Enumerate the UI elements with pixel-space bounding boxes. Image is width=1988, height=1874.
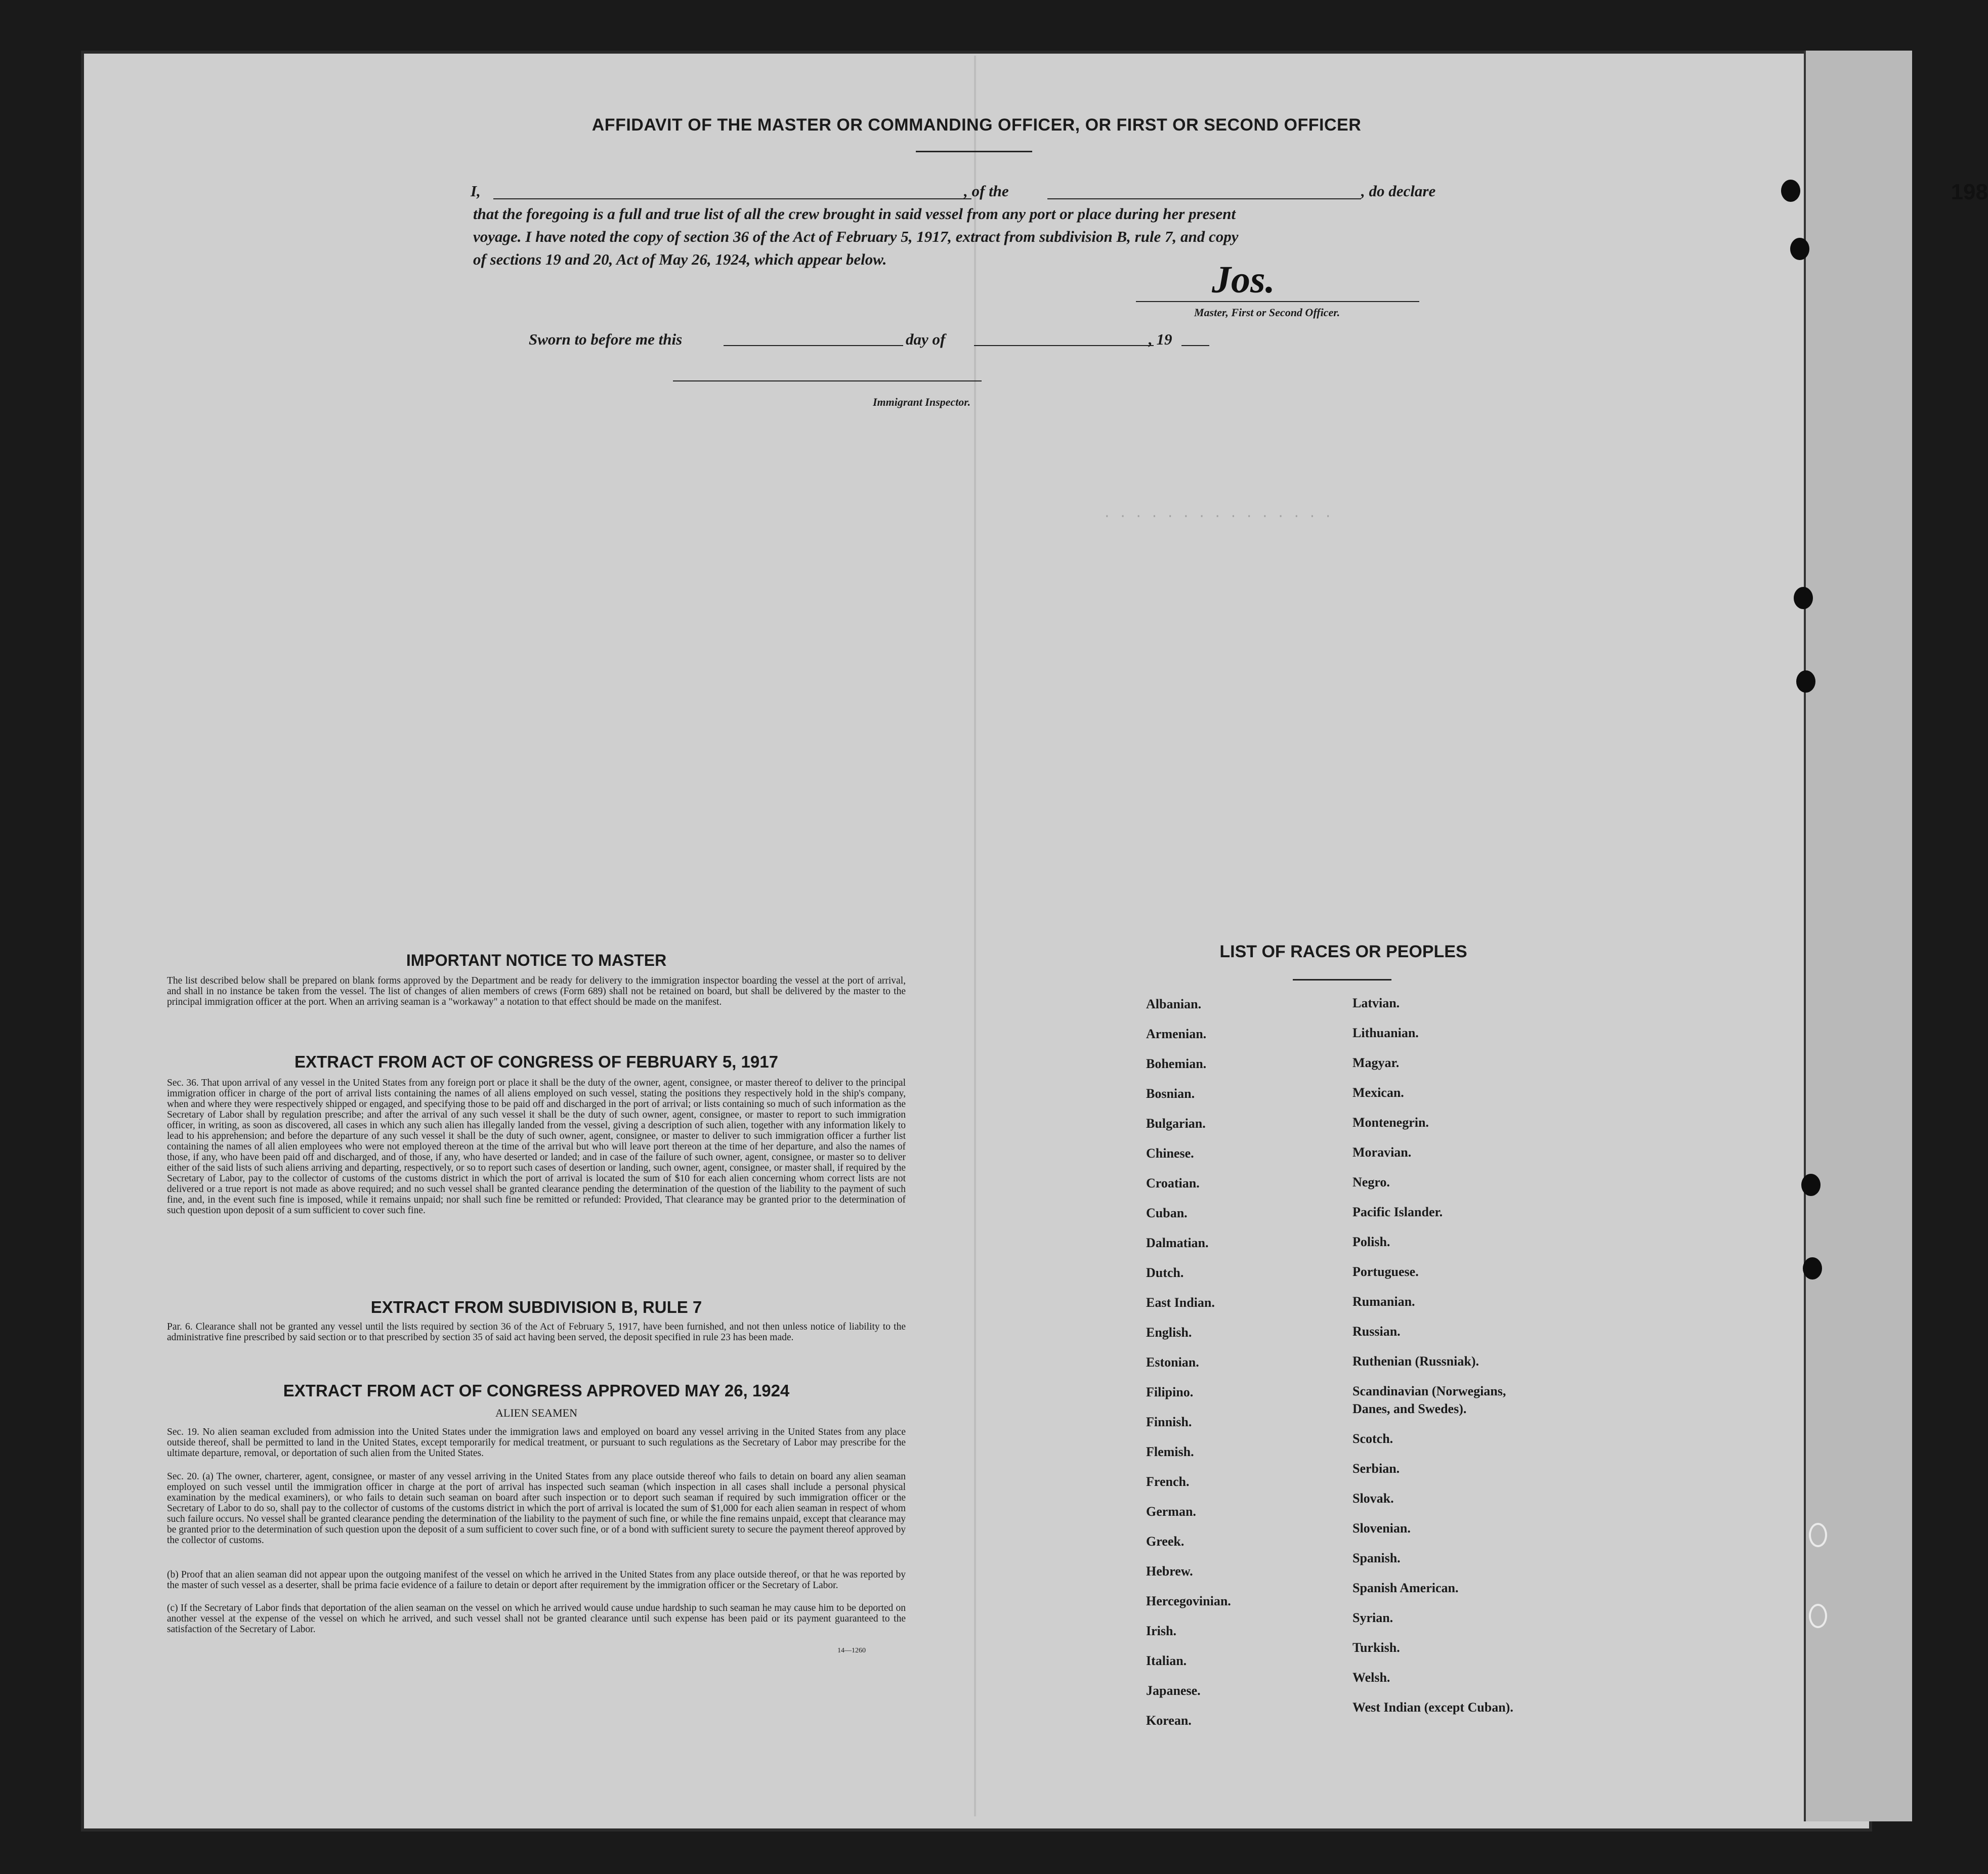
sec19-body: Sec. 19. No alien seaman excluded from admission into the United States under the immigration laws and employed on board any vessel arriving in the United States from any place outside thereof, shall be permitted to land in the United States, except temporarily for medical treatment, or pursuant to such regulations as the Secretary of Labor may prescribe for the ultimate departure, removal, or deportation of such alien from the United States. xyxy=(167,1427,906,1459)
races-left-column xyxy=(1146,997,1231,1743)
center-fold xyxy=(974,56,976,1816)
race-entry: Portuguese. xyxy=(1352,1264,1419,1279)
race-entry: Greek. xyxy=(1146,1534,1185,1549)
race-entry: Latvian. xyxy=(1352,996,1400,1010)
alien-seamen-subtitle: ALIEN SEAMEN xyxy=(495,1407,577,1419)
races-title: LIST OF RACES OR PEOPLES xyxy=(1219,942,1467,961)
race-entry: Welsh. xyxy=(1352,1670,1390,1685)
underlying-page-edge xyxy=(1804,51,1988,1821)
bleed-through-text: . . . . . . . . . . . . . . . xyxy=(1103,506,1332,521)
punch-hole xyxy=(1803,1257,1822,1280)
race-entry: Japanese. xyxy=(1146,1683,1201,1698)
punch-hole xyxy=(1790,238,1809,260)
race-entry: Dalmatian. xyxy=(1146,1236,1209,1250)
signature-caption: Master, First or Second Officer. xyxy=(1194,306,1340,319)
race-entry: Chinese. xyxy=(1146,1146,1194,1161)
race-entry: Scotch. xyxy=(1352,1431,1393,1446)
year-label: , 19 xyxy=(1149,330,1172,348)
race-entry: Moravian. xyxy=(1352,1145,1412,1160)
page-edge-number: 198 xyxy=(1951,180,1988,204)
race-entry: Korean. xyxy=(1146,1713,1192,1728)
race-entry: French. xyxy=(1146,1474,1190,1489)
notice-body: The list described below shall be prepared on blank forms approved by the Department and be ready for delivery to the immigration inspector boarding the vessel at the port of arrival, and shall in no instance be taken from the vessel. The list of changes of alien members of crews (Form 689) shall not be retained on board, but shall be delivered by the master to the principal immigration officer at the port. When an arriving seaman is a "workaway" a notation to that effect should be made on the manifest. xyxy=(167,975,906,1007)
affidavit-line-4: of sections 19 and 20, Act of May 26, 1924, which appear below. xyxy=(473,250,887,268)
race-entry: Russian. xyxy=(1352,1324,1401,1339)
notice-title: IMPORTANT NOTICE TO MASTER xyxy=(406,951,667,969)
races-title-rule xyxy=(1293,979,1391,981)
race-entry: Danes, and Swedes). xyxy=(1352,1401,1467,1416)
punch-hole xyxy=(1809,1523,1827,1547)
vessel-name-field[interactable] xyxy=(1047,198,1361,199)
form-number: 14—1260 xyxy=(837,1647,866,1654)
race-entry: Rumanian. xyxy=(1352,1294,1415,1309)
declarant-name-field[interactable] xyxy=(493,198,971,199)
rule7-body: Par. 6. Clearance shall not be granted any vessel until the lists required by section 36 of the Act of February 5, 1917, have been furnished, and not then unless notice of liability to the administrative fine prescribed by said section or to that prescribed by section 35 of said act having been served, the deposit specified in rule 23 has been made. xyxy=(167,1322,906,1343)
race-entry: Italian. xyxy=(1146,1653,1187,1668)
race-entry: Finnish. xyxy=(1146,1415,1192,1429)
affidavit-line-3: voyage. I have noted the copy of section 36 of the Act of February 5, 1917, extract from subdivision B, rule 7, and copy xyxy=(473,228,1239,245)
race-entry: Flemish. xyxy=(1146,1444,1194,1459)
extract-1924-title: EXTRACT FROM ACT OF CONGRESS APPROVED MAY 26, 1924 xyxy=(283,1381,790,1400)
sworn-month-field[interactable] xyxy=(974,345,1154,346)
punch-hole xyxy=(1794,587,1813,609)
race-entry: Dutch. xyxy=(1146,1265,1184,1280)
race-entry: Hebrew. xyxy=(1146,1564,1193,1579)
officer-signature: Jos. xyxy=(1212,259,1275,301)
race-entry: Cuban. xyxy=(1146,1206,1188,1220)
extract-1917-title: EXTRACT FROM ACT OF CONGRESS OF FEBRUARY 5, 1917 xyxy=(294,1052,778,1071)
races-right-column xyxy=(1352,996,1513,1730)
race-entry: Albanian. xyxy=(1146,997,1202,1011)
race-entry: Slovak. xyxy=(1352,1491,1394,1506)
race-entry: Turkish. xyxy=(1352,1640,1400,1655)
sworn-label: Sworn to before me this xyxy=(529,330,683,348)
race-entry: Spanish. xyxy=(1352,1551,1401,1565)
race-entry: Armenian. xyxy=(1146,1027,1207,1041)
race-entry: Serbian. xyxy=(1352,1461,1400,1476)
punch-hole xyxy=(1781,180,1800,202)
affidavit-line-2: that the foregoing is a full and true list of all the crew brought in said vessel from any port or place during her present xyxy=(473,205,1236,223)
race-entry: Scandinavian (Norwegians, xyxy=(1352,1384,1506,1398)
vessel-label: , of the xyxy=(964,182,1009,200)
race-entry: Filipino. xyxy=(1146,1385,1194,1399)
inspector-signature-line[interactable] xyxy=(673,380,982,381)
document-page xyxy=(81,51,1872,1832)
day-of-label: day of xyxy=(906,330,946,348)
declarant-label: I, xyxy=(471,182,481,200)
race-entry: Slovenian. xyxy=(1352,1521,1411,1536)
race-entry: Pacific Islander. xyxy=(1352,1205,1443,1219)
punch-hole xyxy=(1801,1174,1821,1196)
race-entry: Estonian. xyxy=(1146,1355,1199,1370)
race-entry: Irish. xyxy=(1146,1624,1176,1638)
race-entry: West Indian (except Cuban). xyxy=(1352,1700,1513,1715)
race-entry: Bulgarian. xyxy=(1146,1116,1206,1131)
punch-hole xyxy=(1796,670,1815,693)
sec20c-body: (c) If the Secretary of Labor finds that deportation of the alien seaman on the vessel on which he arrived would cause undue hardship to such seaman he may cause him to be deported on another vessel at the expense of the vessel on which he arrived, and such vessel shall not be granted clearance until such expense has been paid or its payment guaranteed to the satisfaction of the Secretary of Labor. xyxy=(167,1603,906,1635)
signature-line[interactable] xyxy=(1136,301,1419,302)
race-entry: Polish. xyxy=(1352,1234,1390,1249)
extract-1917-body: Sec. 36. That upon arrival of any vessel in the United States from any foreign port or place it shall be the duty of the owner, agent, consignee, or master thereof to deliver to the principal immigration officer in charge of the port of arrival lists containing the names of all aliens employed on such vessel, stating the positions they respectively hold in the ship's company, when and where they were respectively shipped or engaged, and specifying those to be paid off and discharged in the port of arrival; or lists containing so much of such information as the Secretary of Labor shall by regulation prescribe; and after the arrival of any such vessel it shall be the duty of such owner, agent, consignee, or master to report to such immigration officer, in writing, as soon as discovered, all cases in which any such alien has illegally landed from the vessel, giving a description of such alien, together with any information likely to lead to his apprehension; and before the departure of any such vessel it shall be the duty of such owner, agent, consignee, or master to deliver to such immigration officer a further list containing the names of all alien employees who were not employed thereon at the time of the arrival but who will leave port thereon at the time of her departure, and also the names of those, if any, who have been paid off and discharged, and of those, if any, who have deserted or landed; and in case of the failure of such owner, agent, consignee, or master so to deliver either of the said lists of such aliens arriving and departing, respectively, or so to report such cases of desertion or landing, such owner, agent, consignee, or master shall, if required by the Secretary of Labor, pay to the collector of customs of the customs district in which the port of arrival is located the sum of $10 for each alien concerning whom correct lists are not delivered or a true report is not made as above required; and no such vessel shall be granted clearance pending the determination of the question of the liability to the payment of such fine, and, in the event such fine is imposed, while it remains unpaid; nor shall such fine be remitted or refunded: Provided, That clearance may be granted prior to the determination of such question upon deposit of a sum sufficient to cover such fine. xyxy=(167,1078,906,1216)
race-entry: Negro. xyxy=(1352,1175,1390,1189)
race-entry: Montenegrin. xyxy=(1352,1115,1429,1130)
title-rule xyxy=(916,151,1032,152)
inspector-caption: Immigrant Inspector. xyxy=(873,396,971,408)
sworn-year-field[interactable] xyxy=(1181,345,1209,346)
race-entry: East Indian. xyxy=(1146,1295,1215,1310)
race-entry: Syrian. xyxy=(1352,1610,1393,1625)
race-entry: Bohemian. xyxy=(1146,1056,1207,1071)
race-entry: Hercegovinian. xyxy=(1146,1594,1231,1608)
race-entry: Lithuanian. xyxy=(1352,1026,1419,1040)
affidavit-title: AFFIDAVIT OF THE MASTER OR COMMANDING OFFICER, OR FIRST OR SECOND OFFICER xyxy=(591,115,1362,135)
race-entry: Spanish American. xyxy=(1352,1581,1459,1595)
declare-label: , do declare xyxy=(1361,182,1436,200)
race-entry: English. xyxy=(1146,1325,1192,1340)
race-entry: Ruthenian (Russniak). xyxy=(1352,1354,1479,1369)
rule7-title: EXTRACT FROM SUBDIVISION B, RULE 7 xyxy=(370,1298,702,1316)
race-entry: German. xyxy=(1146,1504,1196,1519)
sec20a-body: Sec. 20. (a) The owner, charterer, agent, consignee, or master of any vessel arriving in the United States from any place outside thereof who fails to detain on board any alien seaman employed on such vessel until the immigration officer in charge at the port of arrival has inspected such seaman (which inspection in all cases shall include a personal physical examination by the medical examiners), or who fails to detain such seaman on board after such inspection or to deport such seaman if required by such immigration officer or the Secretary of Labor to do so, shall pay to the collector of customs of the customs district in which the port of arrival is located the sum of $1,000 for each alien seaman in respect of whom such failure occurs. No vessel shall be granted clearance pending the determination of the liability to the payment of such fine, or while the fine remains unpaid, except that clearance may be granted prior to the determination of such question upon the deposit of a sum sufficient to cover such fine, or of a bond with sufficient surety to secure the payment thereof approved by the collector of customs. xyxy=(167,1471,906,1546)
race-entry: Croatian. xyxy=(1146,1176,1200,1190)
race-entry: Bosnian. xyxy=(1146,1086,1195,1101)
race-entry: Magyar. xyxy=(1352,1055,1400,1070)
race-entry: Mexican. xyxy=(1352,1085,1404,1100)
punch-hole xyxy=(1809,1604,1827,1628)
sworn-day-field[interactable] xyxy=(724,345,903,346)
sec20b-body: (b) Proof that an alien seaman did not appear upon the outgoing manifest of the vessel on which he arrived in the United States from any place outside thereof, or that he was reported by the master of such vessel as a deserter, shall be prima facie evidence of a failure to detain or deport after requirement by the immigration officer or the Secretary of Labor. xyxy=(167,1569,906,1591)
